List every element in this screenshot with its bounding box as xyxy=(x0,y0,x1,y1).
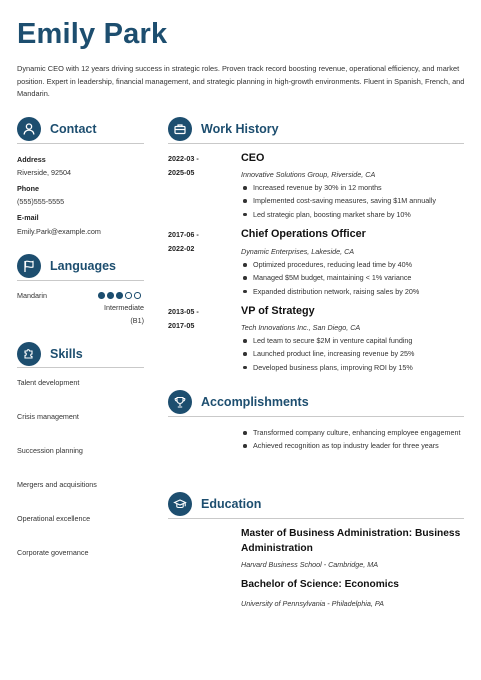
accomplishments-section-header xyxy=(168,390,309,414)
job-company: Innovative Solutions Group, Riverside, CA xyxy=(241,170,376,179)
rating-dot xyxy=(98,292,105,299)
languages-divider xyxy=(17,280,144,281)
accomplishments-divider xyxy=(168,416,464,417)
list-item: Transformed company culture, enhancing employee engagement xyxy=(241,426,466,439)
graduation-cap-icon xyxy=(168,492,192,516)
job-bullets xyxy=(241,181,471,221)
list-item: Achieved recognition as top industry leader for three years xyxy=(241,439,466,452)
list-item: Optimized procedures, reducing lead time by 40% xyxy=(241,258,471,271)
education-title: Education xyxy=(201,497,262,511)
rating-dot xyxy=(116,292,123,299)
skill-item: Corporate governance xyxy=(17,548,89,557)
skills-divider xyxy=(17,367,144,368)
address-value: Riverside, 92504 xyxy=(17,168,71,177)
job-date-end: 2025-05 xyxy=(168,168,195,177)
list-item: Increased revenue by 30% in 12 months xyxy=(241,181,471,194)
list-item: Led team to secure $2M in venture capital funding xyxy=(241,334,471,347)
job-title: Chief Operations Officer xyxy=(241,228,366,240)
job-bullets xyxy=(241,334,471,374)
education-divider xyxy=(168,518,464,519)
list-item: Managed $5M budget, maintaining < 1% variance xyxy=(241,271,471,284)
phone-value: (555)555-5555 xyxy=(17,197,65,206)
address-label: Address xyxy=(17,155,46,164)
list-item: Launched product line, increasing revenue by 25% xyxy=(241,347,471,360)
job-title: CEO xyxy=(241,152,265,164)
candidate-name: Emily Park xyxy=(17,18,168,50)
phone-label: Phone xyxy=(17,184,39,193)
degree-title: Master of Business Administration: Business Administration xyxy=(241,528,461,554)
contact-section-header xyxy=(17,117,97,141)
puzzle-icon xyxy=(17,342,41,366)
list-item: Developed business plans, improving ROI by 15% xyxy=(241,361,471,374)
languages-section-header xyxy=(17,254,116,278)
job-date-start: 2013-05 - xyxy=(168,307,199,316)
education-section-header xyxy=(168,492,261,516)
skill-item: Succession planning xyxy=(17,446,83,455)
skill-item: Crisis management xyxy=(17,412,79,421)
language-level: Intermediate xyxy=(104,303,144,312)
contact-divider xyxy=(17,143,144,144)
professional-summary: Dynamic CEO with 12 years driving success in strategic roles. Proven track record boosting revenue, operational efficiency, and market position. Expert in leadership, financial management, and strategic planning in high-growth environments. Fluent in Spanish, French, and Mandarin. xyxy=(17,64,465,99)
briefcase-icon xyxy=(168,117,192,141)
flag-icon xyxy=(17,254,41,278)
work-history-title: Work History xyxy=(201,122,279,136)
degree-title: Bachelor of Science: Economics xyxy=(241,579,399,590)
person-icon xyxy=(17,117,41,141)
skill-item: Talent development xyxy=(17,378,80,387)
list-item: Implemented cost-saving measures, saving $1M annually xyxy=(241,194,471,207)
job-date-end: 2022-02 xyxy=(168,244,195,253)
language-level-code: (B1) xyxy=(130,316,144,325)
skills-title: Skills xyxy=(50,347,83,361)
contact-title: Contact xyxy=(50,122,97,136)
rating-dot xyxy=(107,292,114,299)
rating-dot xyxy=(125,292,132,299)
email-label: E-mail xyxy=(17,213,39,222)
school-name: Harvard Business School - Cambridge, MA xyxy=(241,560,379,569)
job-title: VP of Strategy xyxy=(241,305,315,317)
school-name: University of Pennsylvania - Philadelphia, PA xyxy=(241,599,384,608)
language-rating xyxy=(98,292,141,299)
trophy-icon xyxy=(168,390,192,414)
list-item: Expanded distribution network, raising sales by 20% xyxy=(241,285,471,298)
work-history-section-header xyxy=(168,117,279,141)
job-company: Tech Innovations Inc., San Diego, CA xyxy=(241,323,361,332)
job-date-end: 2017-05 xyxy=(168,321,195,330)
skill-item: Operational excellence xyxy=(17,514,91,523)
language-name: Mandarin xyxy=(17,291,47,300)
job-date-start: 2017-06 - xyxy=(168,230,199,239)
skill-item: Mergers and acquisitions xyxy=(17,480,97,489)
job-date-start: 2022-03 - xyxy=(168,154,199,163)
languages-title: Languages xyxy=(50,259,116,273)
job-bullets xyxy=(241,258,471,298)
accomplishments-title: Accomplishments xyxy=(201,395,309,409)
accomplishments-list xyxy=(241,426,466,453)
email-value[interactable]: Emily.Park@example.com xyxy=(17,227,101,236)
work-history-divider xyxy=(168,143,464,144)
job-company: Dynamic Enterprises, Lakeside, CA xyxy=(241,247,355,256)
skills-section-header xyxy=(17,342,83,366)
rating-dot xyxy=(134,292,141,299)
list-item: Led strategic plan, boosting market share by 10% xyxy=(241,208,471,221)
